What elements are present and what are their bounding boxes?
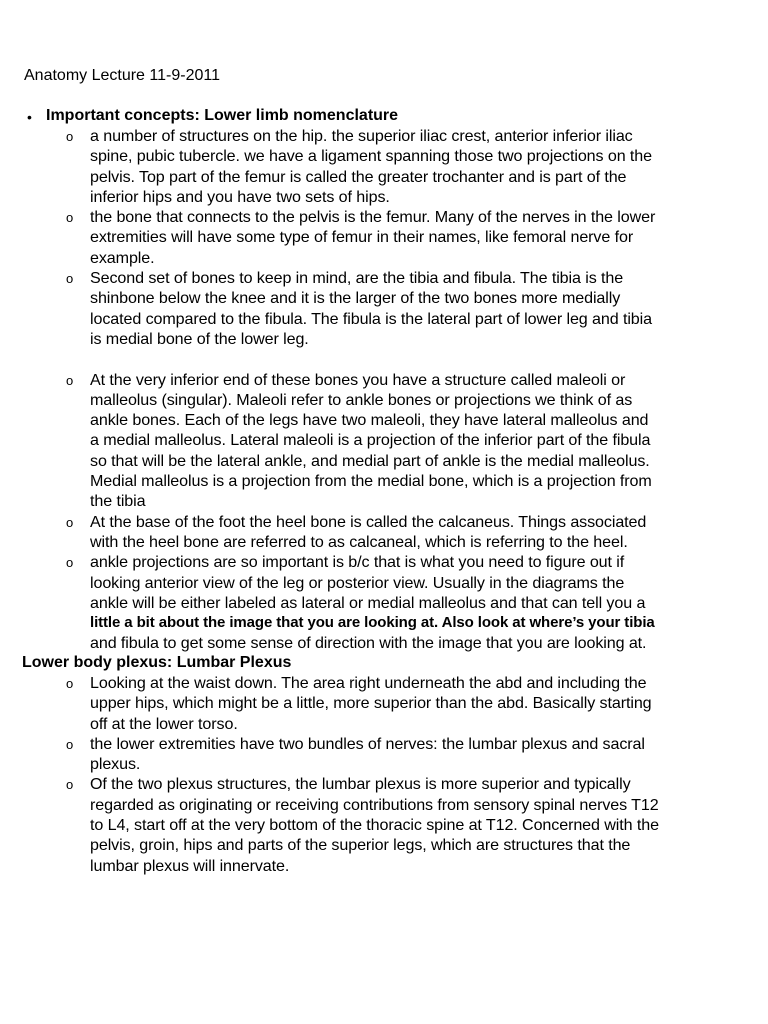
list-marker: o <box>66 736 74 752</box>
note-line: At the very inferior end of these bones you have a structure called maleoli or <box>90 370 626 389</box>
note-line: Medial malleolus is a projection from the medial bone, which is a projection from <box>90 472 652 491</box>
note-line: is medial bone of the lower leg. <box>90 329 309 348</box>
section-heading-lower-limb: Important concepts: Lower limb nomenclature <box>46 107 399 124</box>
note-item <box>66 552 730 653</box>
note-line: so that will be the lateral ankle, and medial part of ankle is the medial malleolus. <box>90 451 650 470</box>
note-line: Second set of bones to keep in mind, are the tibia and fibula. The tibia is the <box>90 269 624 288</box>
note-line: ankle bones. Each of the legs have two maleoli, they have lateral malleolus and <box>90 411 649 430</box>
lumbar-plexus-notes-list <box>66 673 730 876</box>
note-line: lumbar plexus will innervate. <box>90 856 290 875</box>
note-item <box>66 268 730 349</box>
note-item <box>66 207 730 268</box>
list-marker: o <box>66 372 74 388</box>
note-line: upper hips, which might be a little, more superior than the abd. Basically starting <box>90 694 652 713</box>
note-item <box>66 734 730 775</box>
note-line: a number of structures on the hip. the superior iliac crest, anterior inferior iliac <box>90 127 633 145</box>
list-marker: o <box>66 555 74 571</box>
note-item <box>66 673 730 734</box>
note-line: little a bit about the image that you are looking at. Also look at where’s your tibia <box>90 614 655 632</box>
note-line: located compared to the fibula. The fibula is the lateral part of lower leg and tibia <box>90 309 652 328</box>
note-line: to L4, start off at the very bottom of the thoracic spine at T12. Concerned with the <box>90 816 659 835</box>
note-line: inferior hips and you have two sets of hips. <box>90 187 390 206</box>
list-marker: o <box>66 676 74 691</box>
list-marker: o <box>66 210 74 226</box>
note-line: At the base of the foot the heel bone is called the calcaneus. Things associated <box>90 512 647 531</box>
note-line: the tibia <box>90 492 146 511</box>
note-line: spine, pubic tubercle. we have a ligament spanning those two projections on the <box>90 147 652 166</box>
note-line: shinbone below the knee and it is the larger of the two bones more medially <box>90 289 621 308</box>
note-line: the lower extremities have two bundles of nerves: the lumbar plexus and sacral <box>90 734 645 753</box>
note-line: looking anterior view of the leg or posterior view. Usually in the diagrams the <box>90 573 625 592</box>
note-line: Of the two plexus structures, the lumbar plexus is more superior and typically <box>90 775 631 794</box>
note-line: a medial malleolus. Lateral maleoli is a projection of the inferior part of the fibula <box>90 431 651 450</box>
note-line: ankle will be either labeled as lateral or medial malleolus and that can tell you a <box>90 593 646 612</box>
note-line: and fibula to get some sense of direction with the image that you are looking at. <box>90 634 647 653</box>
note-line: with the heel bone are referred to as calcaneal, which is referring to the heel. <box>90 532 628 551</box>
note-line: Looking at the waist down. The area right underneath the abd and including the <box>90 674 647 692</box>
note-line: example. <box>90 248 155 267</box>
note-line: extremities will have some type of femur in their names, like femoral nerve for <box>90 228 634 247</box>
note-line: pelvis, groin, hips and parts of the superior legs, which are structures that the <box>90 836 631 855</box>
bullet-marker: • <box>27 109 32 125</box>
note-item <box>66 370 730 512</box>
note-line: pelvis. Top part of the femur is called the greater trochanter and is part of the <box>90 167 627 186</box>
document-title: Anatomy Lecture 11-9-2011 <box>24 67 220 84</box>
note-line: regarded as originating or receiving contributions from sensory spinal nerves T12 <box>90 795 659 814</box>
note-line: plexus. <box>90 755 141 774</box>
note-line: the bone that connects to the pelvis is the femur. Many of the nerves in the lower <box>90 208 656 227</box>
list-marker: o <box>66 129 74 144</box>
list-marker: o <box>66 271 74 287</box>
lower-limb-notes-list <box>66 126 730 654</box>
note-item <box>66 774 730 875</box>
list-marker: o <box>66 777 74 793</box>
section-heading-lumbar-plexus: Lower body plexus: Lumbar Plexus <box>22 654 292 671</box>
note-item <box>66 512 730 553</box>
note-line: malleolus (singular). Maleoli refer to ankle bones or projections we think of as <box>90 390 633 409</box>
note-line: ankle projections are so important is b/c that is what you need to figure out if <box>90 553 625 572</box>
note-line: off at the lower torso. <box>90 714 238 733</box>
list-marker: o <box>66 514 74 530</box>
note-item <box>66 126 730 207</box>
